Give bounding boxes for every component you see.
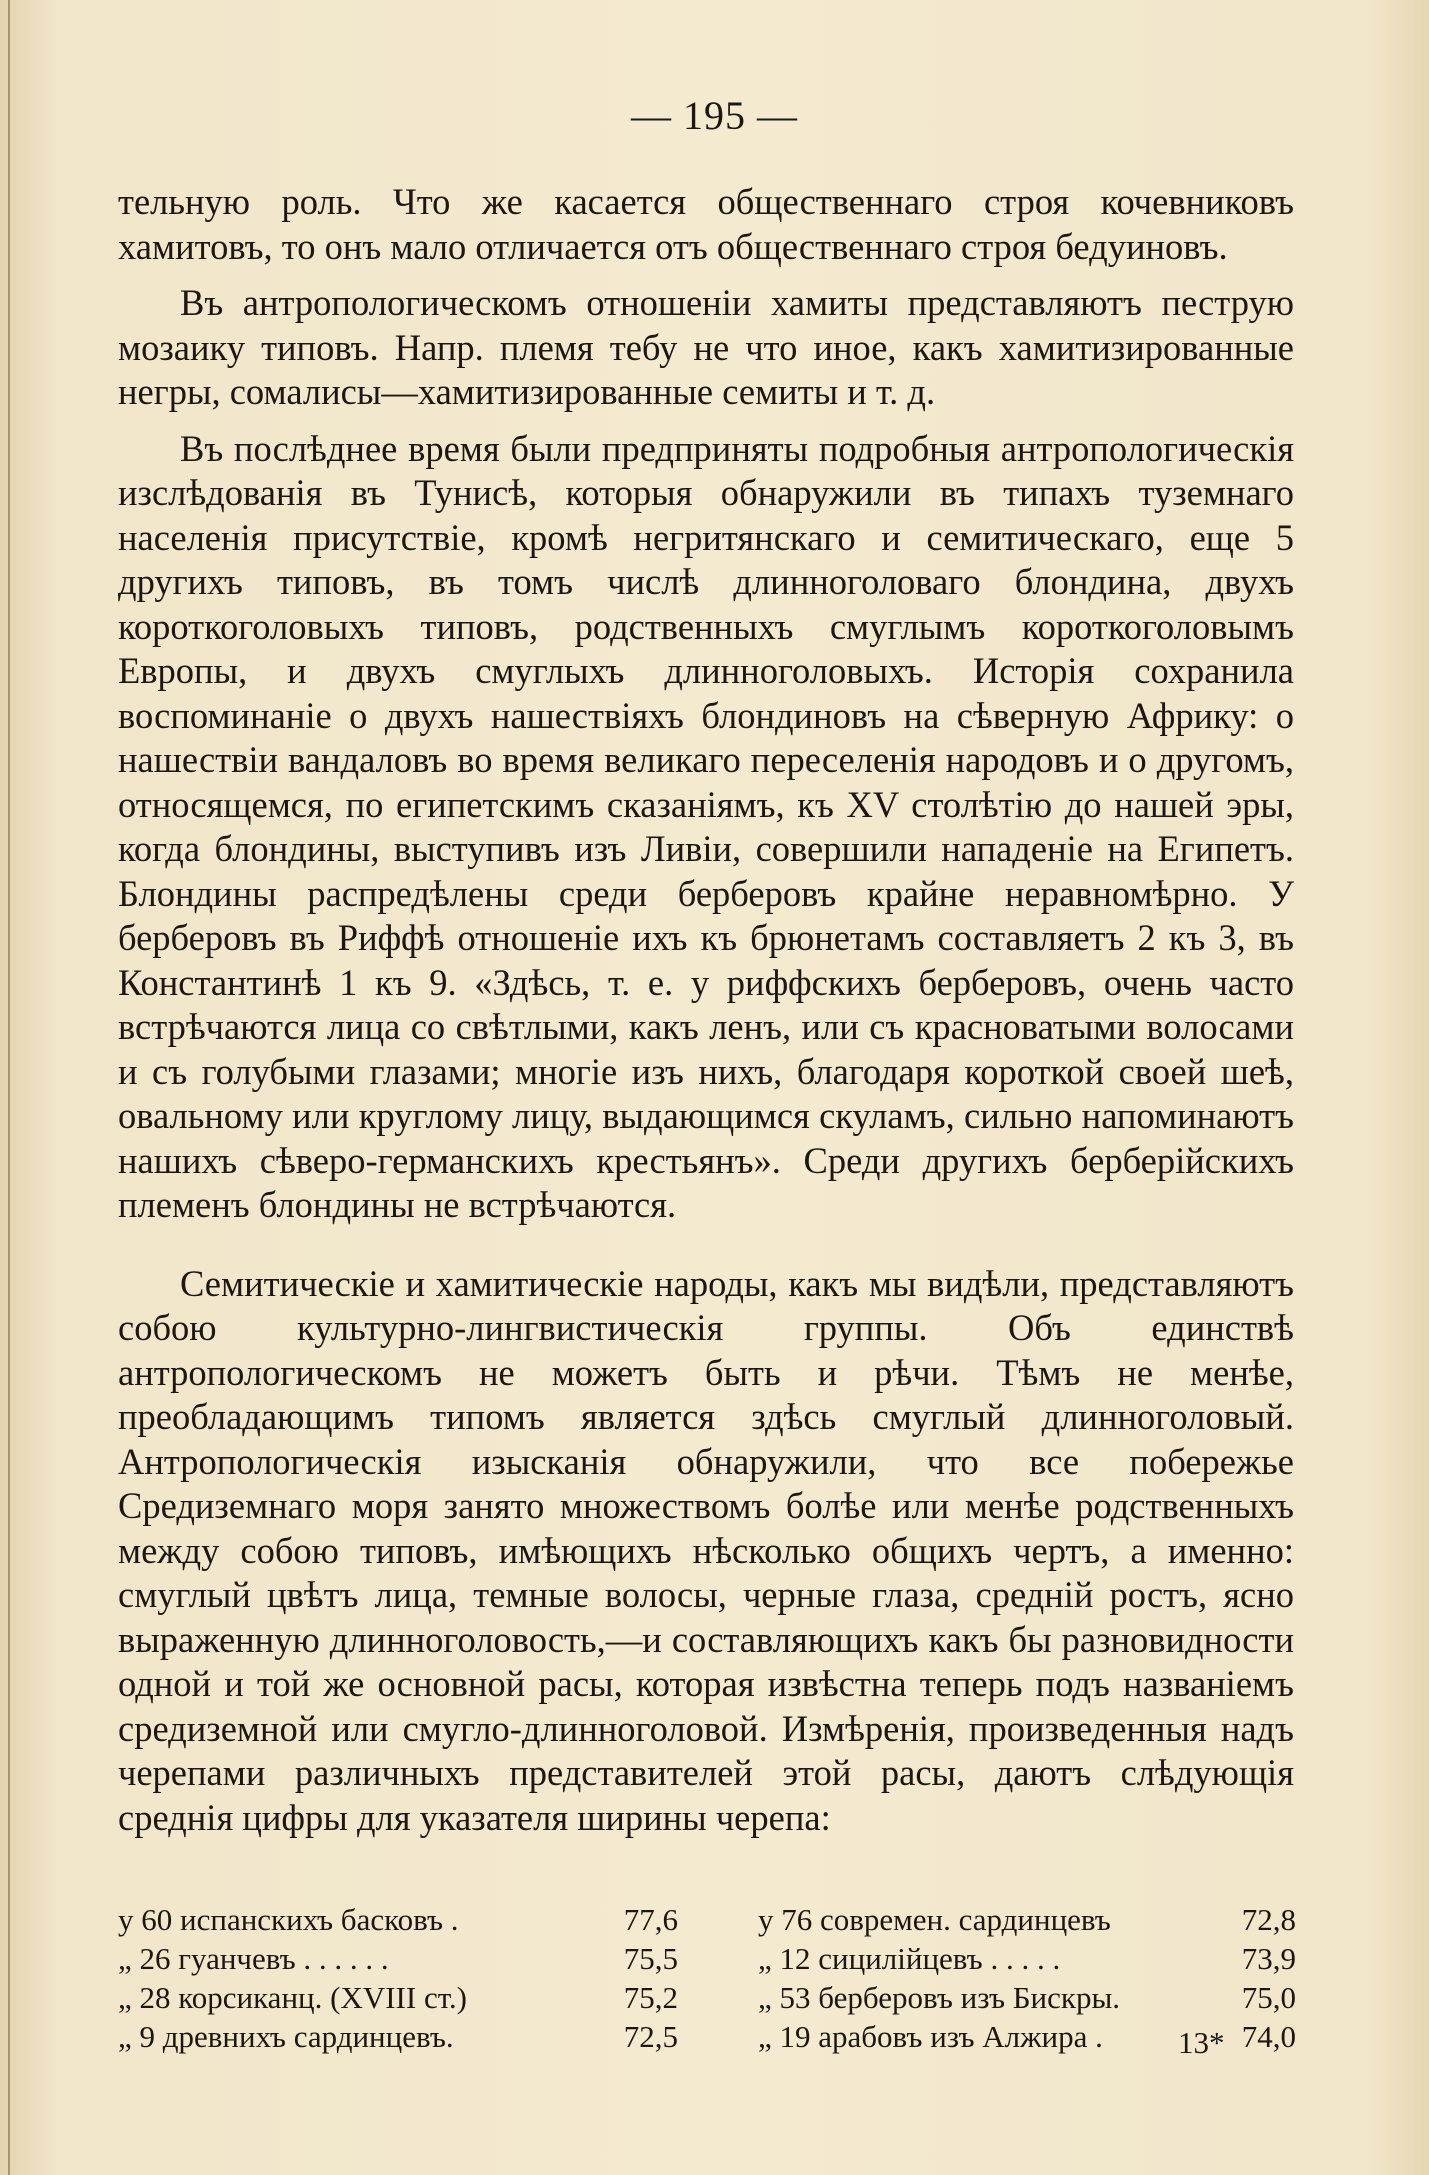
row-value: 75,0 [1241,1980,1296,2015]
row-label: „ 28 корсиканц. (XVIII ст.) [118,1980,467,2015]
page-edge [8,0,10,2175]
row-label: „ 12 сицилійцевъ . . . . . [758,1941,1061,1976]
row-value: 74,0 [1241,2019,1296,2054]
paragraph-1: тельную роль. Что же касается общественнаго строя кочевниковъ хамитовъ, то онъ мало отличается отъ общественнаго строя бедуиновъ. [118,181,1294,267]
row-label: „ 9 древнихъ сардинцевъ. [118,2019,454,2054]
table-row [118,1978,678,2017]
paragraph-4: Семитическіе и хамитическіе народы, какъ мы видѣли, представляютъ собою культурно-лингвистическія группы. Объ единствѣ антропологическомъ не можетъ быть и рѣчи. Тѣмъ не менѣе, преобладающимъ типомъ является здѣсь смуглый длинноголовый. Антропологическія изысканія обнаружили, что все побережье Средиземнаго моря занято множествомъ болѣе или менѣе родственныхъ между собою типовъ, имѣющихъ нѣсколько общихъ чертъ, а именно: смуглый цвѣтъ лица, темные волосы, черные глаза, средній ростъ, ясно выраженную длинноголовость,—и составляющихъ какъ бы разновидности одной и той же основной расы, которая извѣстна теперь подъ названіемъ средиземной или смугло-длинноголовой. Измѣренія, произведенныя надъ черепами различныхъ представителей этой расы, даютъ слѣдующія среднія цифры для указателя ширины черепа: [118,1262,1294,1838]
row-label: „ 19 арабовъ изъ Алжира . [758,2019,1103,2054]
row-label: „ 53 берберовъ изъ Бискры. [758,1980,1121,2015]
table-row [118,1939,678,1978]
row-label: „ 26 гуанчевъ . . . . . . [118,1941,389,1976]
row-value: 77,6 [623,1902,678,1937]
row-label: у 60 испанскихъ басковъ . [118,1902,459,1937]
page-number: — 195 — [631,93,798,138]
table-row [118,2017,678,2056]
paragraph-2: Въ антропологическомъ отношенiи хамиты представляютъ пеструю мозаику типовъ. Напр. племя тебу не что иное, какъ хамитизированные негры, сомалисы—хамитизированные семиты и т. д. [118,282,1294,412]
row-value: 72,5 [623,2019,678,2054]
row-label: у 76 современ. сардинцевъ [758,1902,1111,1937]
body-text [118,180,1294,1840]
table-row [758,1978,1296,2017]
table-row [118,1900,678,1939]
signature-mark: 13* [1178,2025,1225,2060]
row-value: 75,5 [623,1941,678,1976]
paragraph-3: Въ послѣднее время были предприняты подробныя антропологическія изслѣдованія въ Тунисѣ, которыя обнаружили въ типахъ туземнаго населенія присутствіе, кромѣ негритянскаго и семитическаго, еще 5 другихъ типовъ, въ томъ числѣ длинноголоваго блондина, двухъ короткоголовыхъ типовъ, родственныхъ смуглымъ короткоголовымъ Европы, и двухъ смуглыхъ длинноголовыхъ. Исторія сохранила воспоминаніе о двухъ нашествіяхъ блондиновъ на сѣверную Африку: о нашествіи вандаловъ во время великаго переселенія народовъ и о другомъ, относящемся, по египетскимъ сказаніямъ, къ XV столѣтію до нашей эры, когда блондины, выступивъ изъ Ливіи, совершили нападеніе на Египетъ. Блондины распредѣлены среди берберовъ крайне неравномѣрно. У берберовъ въ Риффѣ отношеніе ихъ къ брюнетамъ составляетъ 2 къ 3, въ Константинѣ 1 къ 9. «Здѣсь, т. е. у риффскихъ берберовъ, очень часто встрѣчаются лица со свѣтлыми, какъ ленъ, или съ красноватыми волосами и съ голубыми глазами; многіе изъ нихъ, благодаря короткой своей шеѣ, овальному или круглому лицу, выдающимся скуламъ, сильно напоминаютъ нашихъ сѣверо-германскихъ крестьянъ». Среди другихъ берберійскихъ племенъ блондины не встрѣчаются. [118,427,1294,1225]
row-value: 75,2 [623,1980,678,2015]
row-value: 73,9 [1241,1941,1296,1976]
row-value: 72,8 [1241,1902,1296,1937]
table-left-column [118,1900,678,2056]
table-row [758,1939,1296,1978]
table-row [758,1900,1296,1939]
